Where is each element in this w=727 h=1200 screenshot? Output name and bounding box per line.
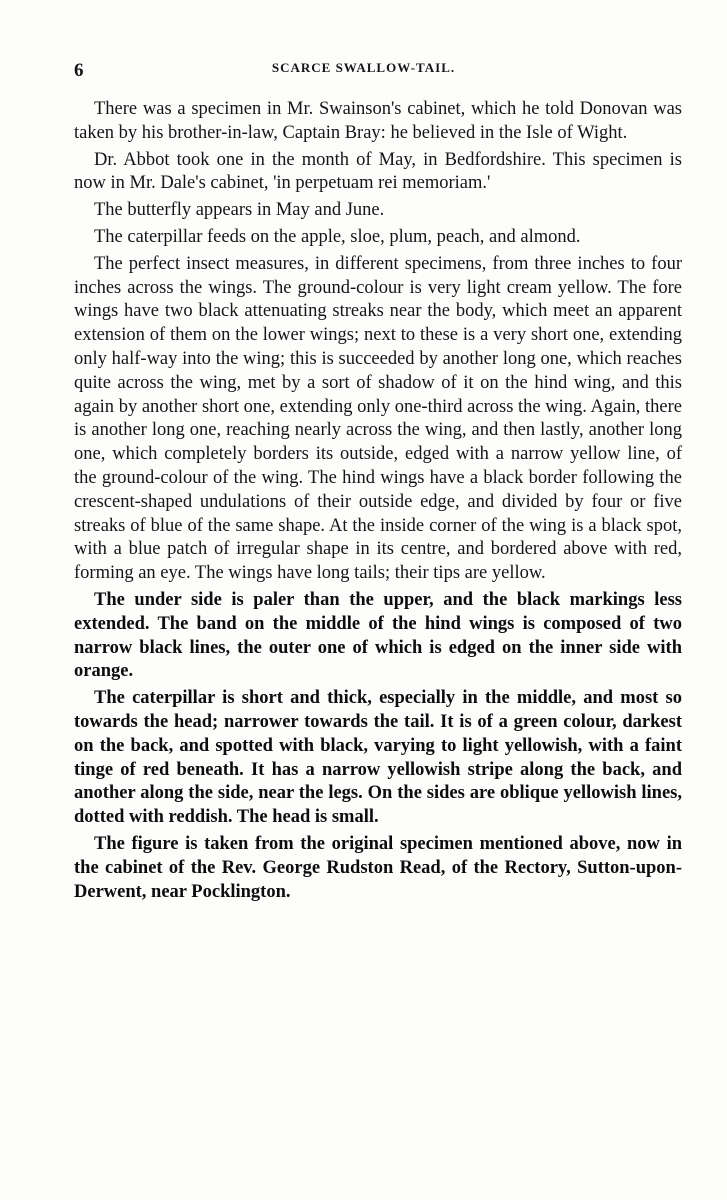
paragraph: The butterfly appears in May and June. bbox=[94, 200, 385, 221]
body-text bbox=[74, 98, 682, 907]
paragraph: The perfect insect measures, in different specimens, from three inches to four inches across the wings. The ground-colour is very light cream yellow. The fore wings have two black attenuating streaks near the body, which meet an apparent extension of them on the lower wings; next to these is a very short one, extending only half-way into the wing; this is succeeded by another long one, which reaches quite across the wing, met by a sort of shadow of it on the hind wing, and this again by another short one, extending only one-third across the wing. Again, there is another long one, reaching nearly across the wing, and then lastly, another long one, which completely borders its outside, edged with a narrow yellow line, of the ground-colour of the wing. The hind wings have a black border following the crescent-shaped undulations of their outside edge, and divided by four or five streaks of blue of the same shape. At the inside corner of the wing is a black spot, with a blue patch of irregular shape in its centre, and bordered above with red, forming an eye. The wings have long tails; their tips are yellow. bbox=[74, 253, 682, 584]
paragraph: The caterpillar is short and thick, especially in the middle, and most so towards the head; narrower towards the tail. It is of a green colour, darkest on the back, and spotted with black, varying to light yellowish, with a faint tinge of red beneath. It has a narrow yellowish stripe along the back, and another along the side, near the legs. On the sides are oblique yellowish lines, dotted with reddish. The head is small. bbox=[74, 688, 682, 828]
page-number: 6 bbox=[74, 60, 84, 81]
paragraph: The caterpillar feeds on the apple, sloe, plum, peach, and almond. bbox=[94, 226, 581, 247]
paragraph: There was a specimen in Mr. Swainson's cabinet, which he told Donovan was taken by his brother-in-law, Captain Bray: he believed in the Isle of Wight. bbox=[74, 99, 682, 143]
paragraph: The under side is paler than the upper, and the black markings less extended. The band on the middle of the hind wings is composed of two narrow black lines, the outer one of which is edged on the inner side with orange. bbox=[74, 589, 682, 682]
paragraph: Dr. Abbot took one in the month of May, in Bedfordshire. This specimen is now in Mr. Dale's cabinet, 'in perpetuam rei memoriam.' bbox=[74, 149, 682, 194]
running-head: SCARCE SWALLOW-TAIL. bbox=[271, 60, 456, 75]
paragraph: The figure is taken from the original specimen mentioned above, now in the cabinet of the Rev. George Rudston Read, of the Rectory, Sutton-upon-Derwent, near Pocklington. bbox=[74, 833, 682, 902]
